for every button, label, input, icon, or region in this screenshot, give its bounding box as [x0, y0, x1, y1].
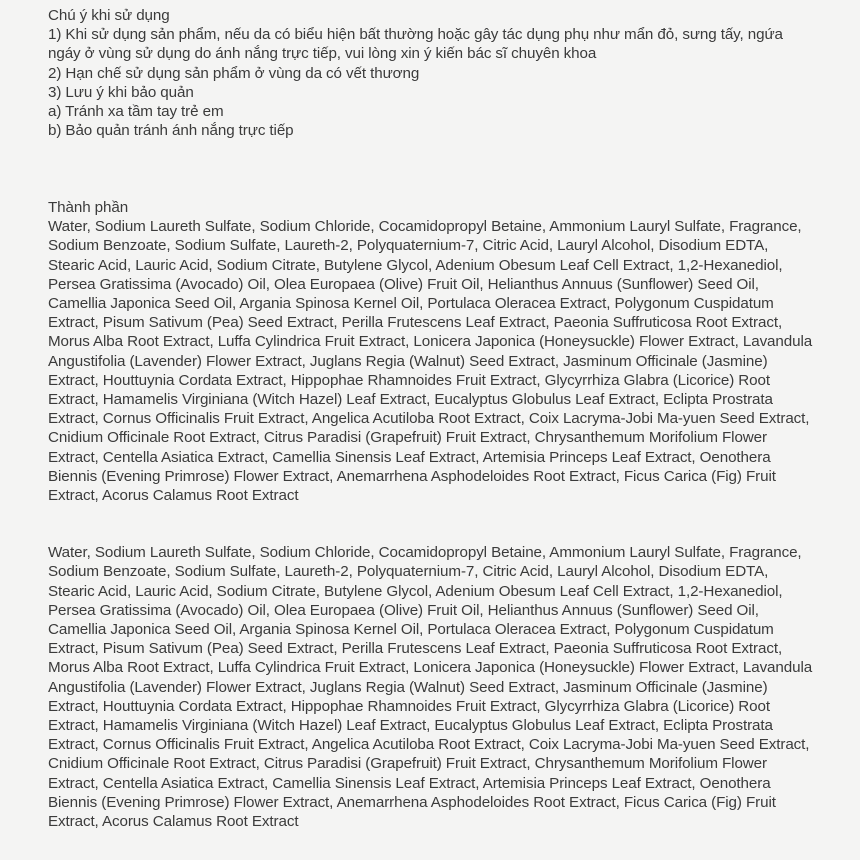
ingredients-text: Water, Sodium Laureth Sulfate, Sodium Chloride, Cocamidopropyl Betaine, Ammonium Lauryl Sulfate, Fragrance, Sodium Benzoate, Sodium Sulfate, Laureth-2, Polyquaternium-7, Citric Acid, Lauryl Alcohol, Disodium EDTA, Stearic Acid, Lauric Acid, Sodium Citrate, Butylene Glycol, Adenium Obesum Leaf Cell Extract, 1,2-Hexanediol, Persea Gratissima (Avocado) Oil, Olea Europaea (Olive) Fruit Oil, Helianthus Annuus (Sunflower) Seed Oil, Camellia Japonica Seed Oil, Argania Spinosa Kernel Oil, Portulaca Oleracea Extract, Polygonum Cuspidatum Extract, Pisum Sativum (Pea) Seed Extract, Perilla Frutescens Leaf Extract, Paeonia Suffruticosa Root Extract, Morus Alba Root Extract, Luffa Cylindrica Fruit Extract, Lonicera Japonica (Honeysuckle) Flower Extract, Lavandula Angustifolia (Lavender) Flower Extract, Juglans Regia (Walnut) Seed Extract, Jasminum Officinale (Jasmine) Extract, Houttuynia Cordata Extract, Hippophae Rhamnoides Fruit Extract, Glycyrrhiza Glabra (Licorice) Root Extract, Hamamelis Virginiana (Witch Hazel) Leaf Extract, Eucalyptus Globulus Leaf Extract, Eclipta Prostrata Extract, Cornus Officinalis Fruit Extract, Angelica Acutiloba Root Extract, Coix Lacryma-Jobi Ma-yuen Seed Extract, Cnidium Officinale Root Extract, Citrus Paradisi (Grapefruit) Fruit Extract, Chrysanthemum Morifolium Flower Extract, Centella Asiatica Extract, Camellia Sinensis Leaf Extract, Artemisia Princeps Leaf Extract, Oenothera Biennis (Evening Primrose) Flower Extract, Anemarrhena Asphodeloides Root Extract, Ficus Carica (Fig) Fruit Extract, Acorus Calamus Root Extract — [48, 218, 813, 505]
ingredients-repeat-section — [48, 543, 818, 831]
document-page — [48, 6, 818, 831]
usage-line: b) Bảo quản tránh ánh nắng trực tiếp — [48, 122, 294, 140]
section-spacer — [48, 505, 818, 543]
usage-line: 2) Hạn chế sử dụng sản phẩm ở vùng da có vết thương — [48, 64, 420, 82]
ingredients-title: Thành phần — [48, 199, 129, 216]
usage-line: 3) Lưu ý khi bảo quản — [48, 83, 194, 101]
usage-section — [48, 6, 818, 198]
ingredients-repeat-text: Water, Sodium Laureth Sulfate, Sodium Chloride, Cocamidopropyl Betaine, Ammonium Lauryl Sulfate, Fragrance, Sodium Benzoate, Sodium Sulfate, Laureth-2, Polyquaternium-7, Citric Acid, Lauryl Alcohol, Disodium EDTA, Stearic Acid, Lauric Acid, Sodium Citrate, Butylene Glycol, Adenium Obesum Leaf Cell Extract, 1,2-Hexanediol, Persea Gratissima (Avocado) Oil, Olea Europaea (Olive) Fruit Oil, Helianthus Annuus (Sunflower) Seed Oil, Camellia Japonica Seed Oil, Argania Spinosa Kernel Oil, Portulaca Oleracea Extract, Polygonum Cuspidatum Extract, Pisum Sativum (Pea) Seed Extract, Perilla Frutescens Leaf Extract, Paeonia Suffruticosa Root Extract, Morus Alba Root Extract, Luffa Cylindrica Fruit Extract, Lonicera Japonica (Honeysuckle) Flower Extract, Lavandula Angustifolia (Lavender) Flower Extract, Juglans Regia (Walnut) Seed Extract, Jasminum Officinale (Jasmine) Extract, Houttuynia Cordata Extract, Hippophae Rhamnoides Fruit Extract, Glycyrrhiza Glabra (Licorice) Root Extract, Hamamelis Virginiana (Witch Hazel) Leaf Extract, Eucalyptus Globulus Leaf Extract, Eclipta Prostrata Extract, Cornus Officinalis Fruit Extract, Angelica Acutiloba Root Extract, Coix Lacryma-Jobi Ma-yuen Seed Extract, Cnidium Officinale Root Extract, Citrus Paradisi (Grapefruit) Fruit Extract, Chrysanthemum Morifolium Flower Extract, Centella Asiatica Extract, Camellia Sinensis Leaf Extract, Artemisia Princeps Leaf Extract, Oenothera Biennis (Evening Primrose) Flower Extract, Anemarrhena Asphodeloides Root Extract, Ficus Carica (Fig) Fruit Extract, Acorus Calamus Root Extract — [48, 544, 813, 831]
ingredients-section — [48, 198, 818, 505]
usage-title: Chú ý khi sử dụng — [48, 7, 170, 24]
usage-line: 1) Khi sử dụng sản phẩm, nếu da có biểu hiện bất thường hoặc gây tác dụng phụ như mẩn đỏ, sưng tấy, ngứa ngáy ở vùng sử dụng do ánh nắng trực tiếp, vui lòng xin ý kiến bác sĩ chuyên khoa — [48, 26, 783, 63]
usage-line: a) Tránh xa tầm tay trẻ em — [48, 103, 224, 121]
